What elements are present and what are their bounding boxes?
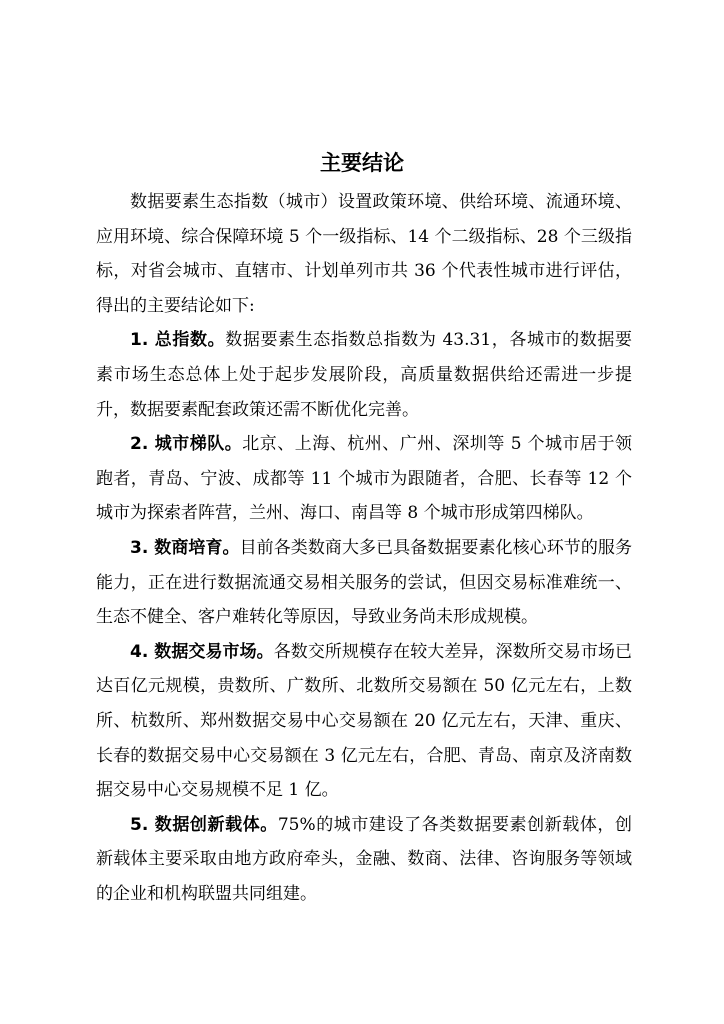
page-title: 主要结论: [320, 151, 404, 175]
conclusion-text: 各数交所规模存在较大差异，深数所交易市场已达百亿元规模，贵数所、广数所、北数所交易额在 50 亿元左右，上数所、杭数所、郑州数据交易中心交易额在 20 亿元左右，天津、重庆、长春的数据交易中心交易额在 3 亿元左右，合肥、青岛、南京及济南数据交易中心交易规模不足 1 亿。: [96, 641, 632, 801]
conclusion-heading: 2. 城市梯队。: [130, 434, 243, 455]
conclusion-text: 75%的城市建设了各类数据要素创新载体，创新载体主要采取由地方政府牵头，金融、数商、法律、咨询服务等领域的企业和机构联盟共同组建。: [96, 814, 632, 904]
conclusion-heading: 3. 数商培育。: [130, 537, 240, 558]
conclusion-paragraph: [96, 635, 632, 808]
conclusion-heading: 4. 数据交易市场。: [130, 641, 274, 662]
document-body: [96, 185, 632, 911]
conclusion-text: 目前各类数商大多已具备数据要素化核心环节的服务能力，正在进行数据流通交易相关服务的尝试，但因交易标准难统一、生态不健全、客户难转化等原因，导致业务尚未形成规模。: [96, 537, 632, 628]
conclusion-paragraph: [96, 531, 632, 635]
conclusion-paragraph: [96, 808, 632, 912]
conclusion-paragraph: [96, 427, 632, 531]
conclusion-paragraph: [96, 323, 632, 427]
conclusion-heading: 1. 总指数。: [130, 330, 226, 351]
conclusion-text: 北京、上海、杭州、广州、深圳等 5 个城市居于领跑者，青岛、宁波、成都等 11 个城市为跟随者，合肥、长春等 12 个城市为探索者阵营，兰州、海口、南昌等 8 个城市形成第四梯队。: [96, 434, 632, 524]
conclusion-heading: 5. 数据创新载体。: [130, 814, 278, 835]
intro-paragraph: 数据要素生态指数（城市）设置政策环境、供给环境、流通环境、应用环境、综合保障环境 5 个一级指标、14 个二级指标、28 个三级指标，对省会城市、直辖市、计划单列市共 36 个代表性城市进行评估，得出的主要结论如下:: [96, 192, 632, 316]
conclusion-text: 数据要素生态指数总指数为 43.31，各城市的数据要素市场生态总体上处于起步发展阶段，高质量数据供给还需进一步提升，数据要素配套政策还需不断优化完善。: [96, 330, 632, 420]
